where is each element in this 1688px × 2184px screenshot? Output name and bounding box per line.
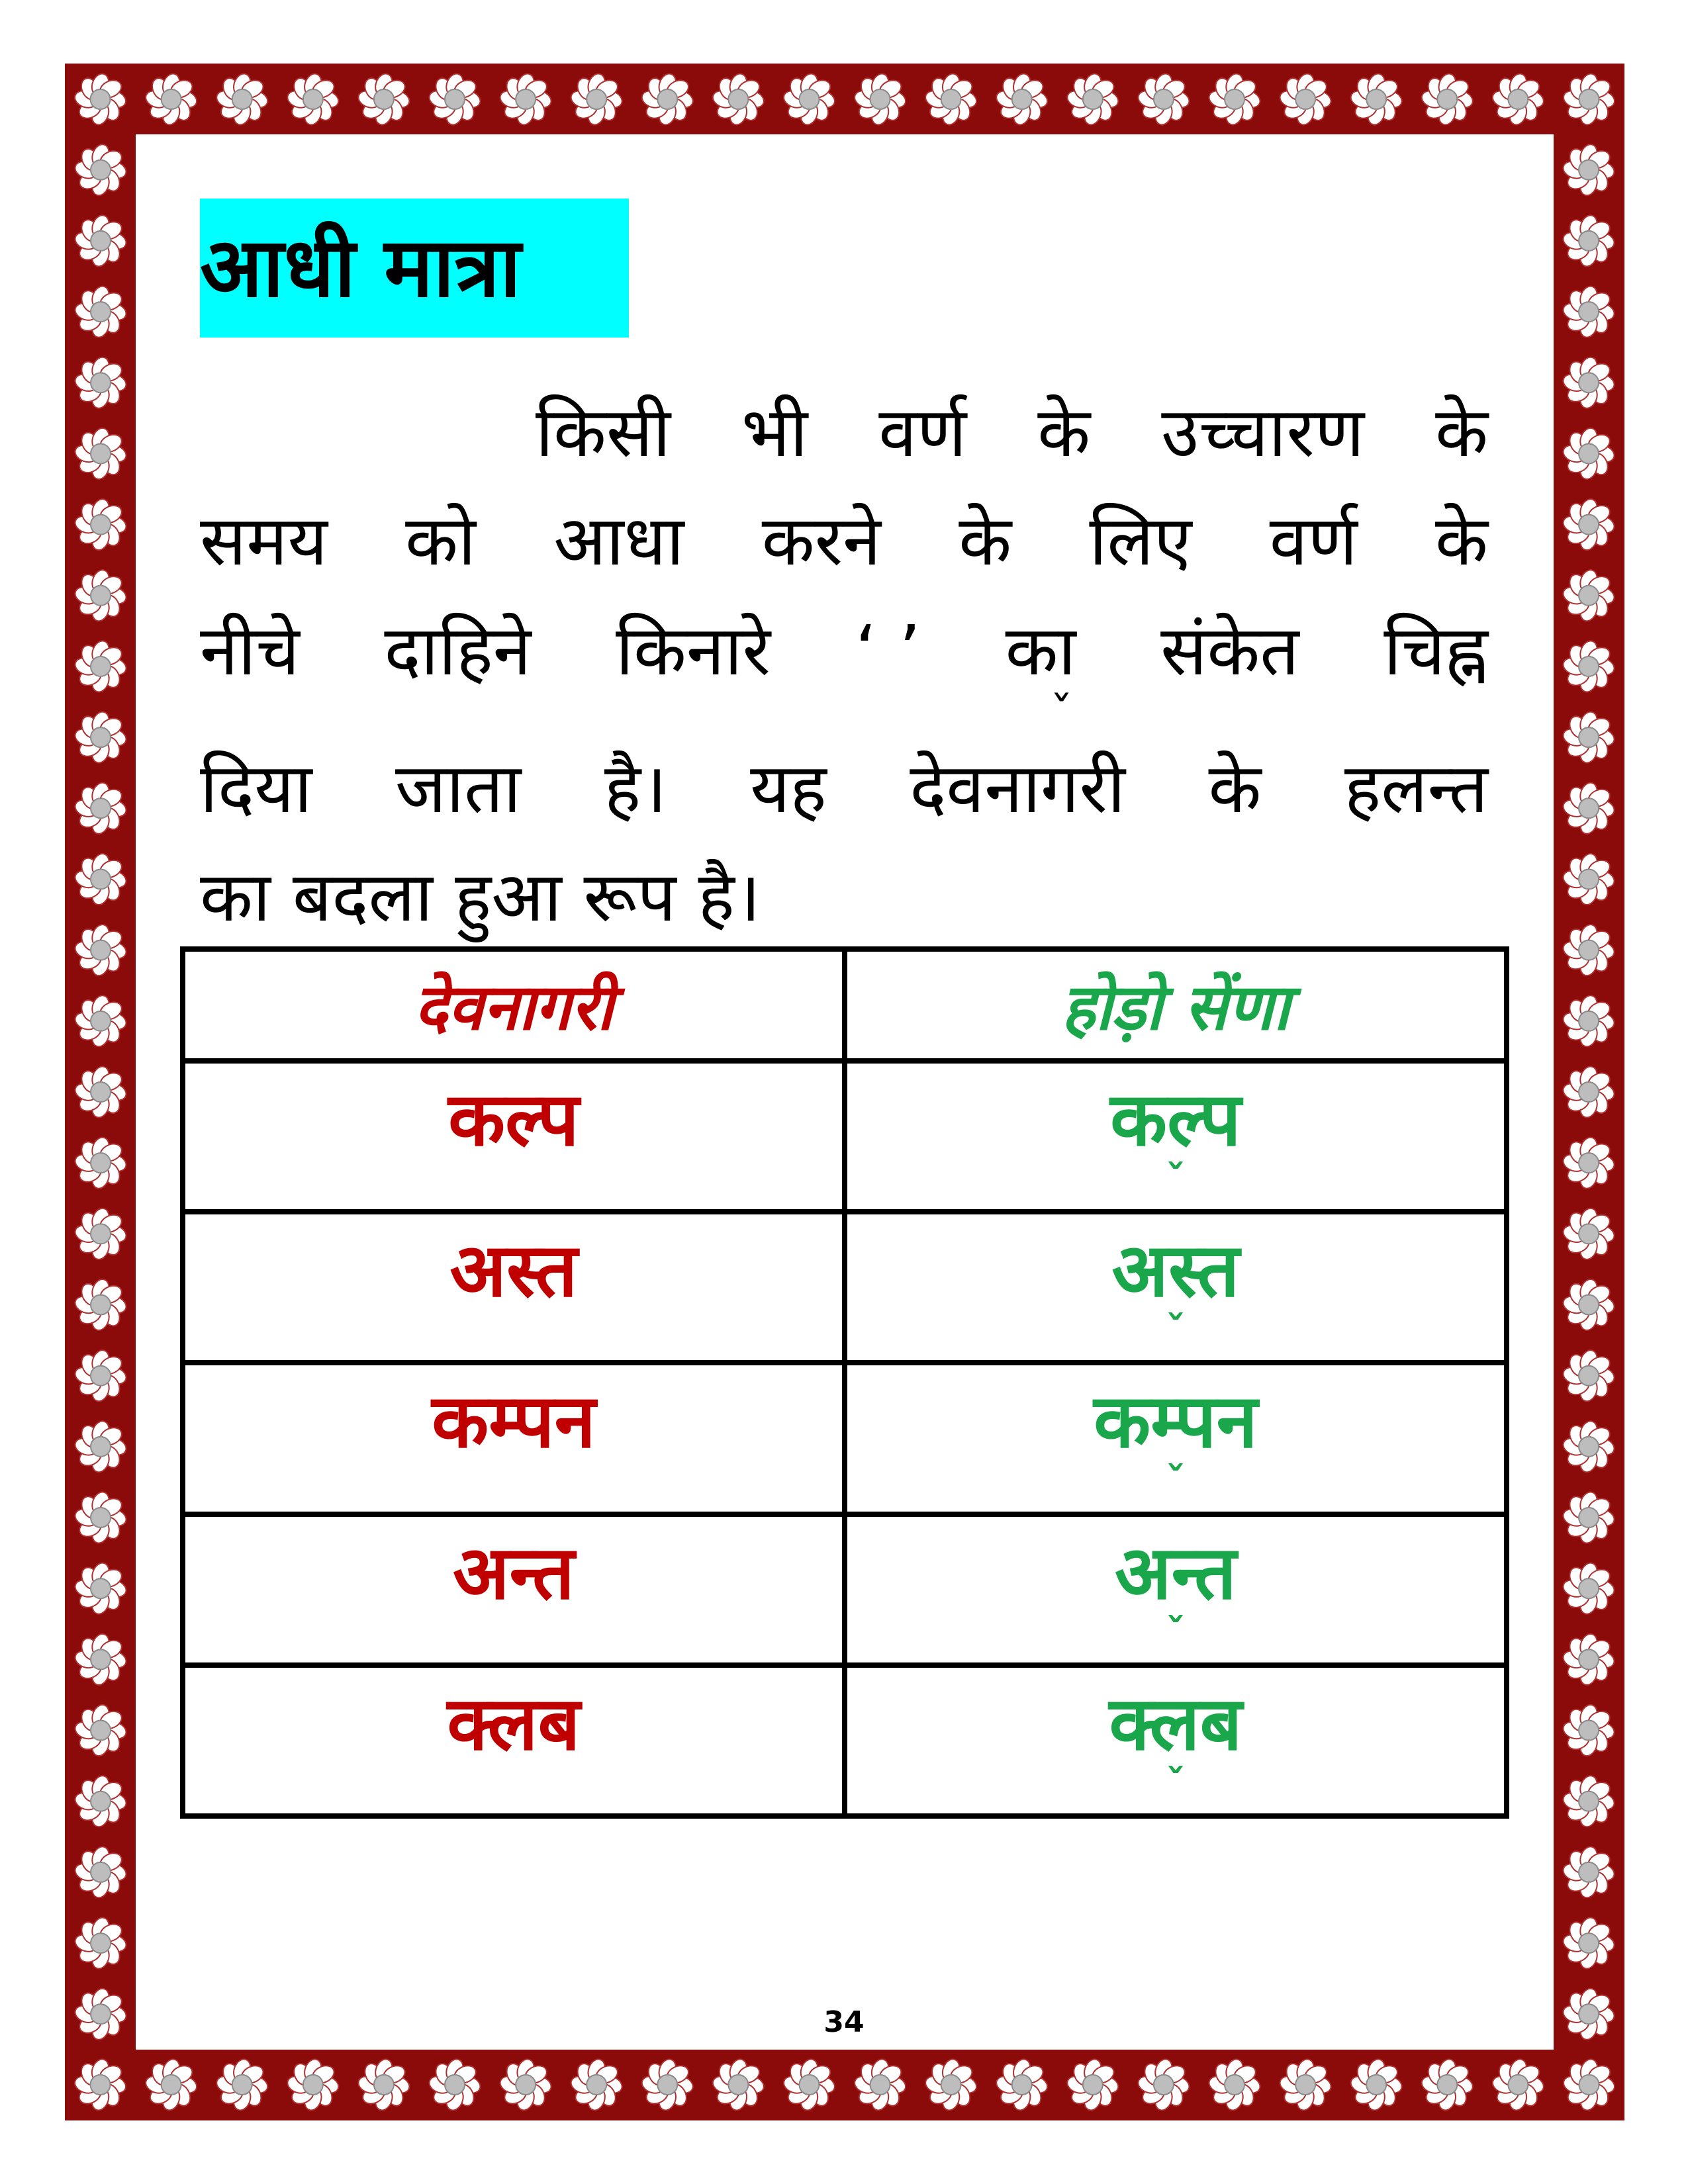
cell-hodo-sena xyxy=(845,1363,1507,1514)
word: करने xyxy=(761,500,881,581)
halant-mark: ˇ xyxy=(1166,1157,1186,1204)
word: कम्पन xyxy=(1094,1379,1258,1465)
word: जाता xyxy=(395,748,522,829)
word: है। xyxy=(604,748,667,829)
word: संकेत xyxy=(1160,610,1299,691)
word: अन्त xyxy=(1115,1529,1237,1616)
cell-devanagari: क्लब xyxy=(183,1665,845,1816)
paragraph-line-3 xyxy=(200,608,1488,694)
table-row xyxy=(183,1665,1507,1816)
word: लिए xyxy=(1089,500,1192,581)
halant-mark: ˇ xyxy=(1166,1459,1186,1506)
table-row xyxy=(183,1061,1507,1212)
word: हलन्त xyxy=(1344,748,1488,829)
paragraph-line-1 xyxy=(200,389,1488,475)
sentence: का बदला हुआ रूप है। xyxy=(200,856,761,937)
halant-sign-mark: ˇ xyxy=(1050,687,1073,741)
word: नीचे xyxy=(200,610,300,691)
word: क्लब xyxy=(1109,1680,1243,1767)
table-row xyxy=(183,1212,1507,1363)
cell-hodo-sena xyxy=(845,1061,1507,1212)
halant-mark: ˇ xyxy=(1166,1610,1186,1657)
word: के xyxy=(1435,392,1488,473)
word: के xyxy=(1208,748,1262,829)
word: कल्प xyxy=(1110,1077,1241,1163)
word: के xyxy=(959,500,1012,581)
word: दाहिने xyxy=(384,610,532,691)
paragraph-line-4 xyxy=(200,745,1488,831)
word: किसी xyxy=(536,392,671,473)
word: के xyxy=(1037,392,1091,473)
cell-hodo-sena xyxy=(845,1212,1507,1363)
word: वर्ण xyxy=(1269,500,1358,581)
word: को xyxy=(405,500,476,581)
cell-hodo-sena xyxy=(845,1665,1507,1816)
halant-mark: ˇ xyxy=(1166,1308,1186,1355)
word: चिह्न xyxy=(1383,610,1488,691)
word: का xyxy=(1005,610,1076,691)
cell-devanagari: कल्प xyxy=(183,1061,845,1212)
quote-marks: ‘ ’ xyxy=(855,610,921,691)
table-row xyxy=(183,1363,1507,1514)
word: आधा xyxy=(553,500,684,581)
comparison-table xyxy=(180,946,1509,1819)
cell-hodo-sena xyxy=(845,1514,1507,1665)
column-header-devanagari: देवनागरी xyxy=(183,949,845,1061)
paragraph-line-2 xyxy=(200,498,1488,584)
table-row xyxy=(183,1514,1507,1665)
word: वर्ण xyxy=(878,392,967,473)
word: अस्त xyxy=(1111,1228,1240,1314)
halant-mark: ˇ xyxy=(1166,1760,1186,1807)
word: के xyxy=(1435,500,1488,581)
page-title: आधी मात्रा xyxy=(200,220,522,316)
paragraph-line-5 xyxy=(200,854,1488,940)
word: किनारे xyxy=(616,610,771,691)
cell-devanagari: कम्पन xyxy=(183,1363,845,1514)
cell-devanagari: अन्त xyxy=(183,1514,845,1665)
word: समय xyxy=(200,500,328,581)
table-header-row xyxy=(183,949,1507,1061)
word: देवनागरी xyxy=(910,748,1125,829)
column-header-hodo-sena: होड़ो सेंणा xyxy=(845,949,1507,1061)
page-number: 34 xyxy=(823,2005,865,2039)
cell-devanagari: अस्त xyxy=(183,1212,845,1363)
word: उच्चारण xyxy=(1161,392,1365,473)
word: यह xyxy=(750,748,827,829)
word: दिया xyxy=(200,748,312,829)
word: भी xyxy=(741,392,808,473)
